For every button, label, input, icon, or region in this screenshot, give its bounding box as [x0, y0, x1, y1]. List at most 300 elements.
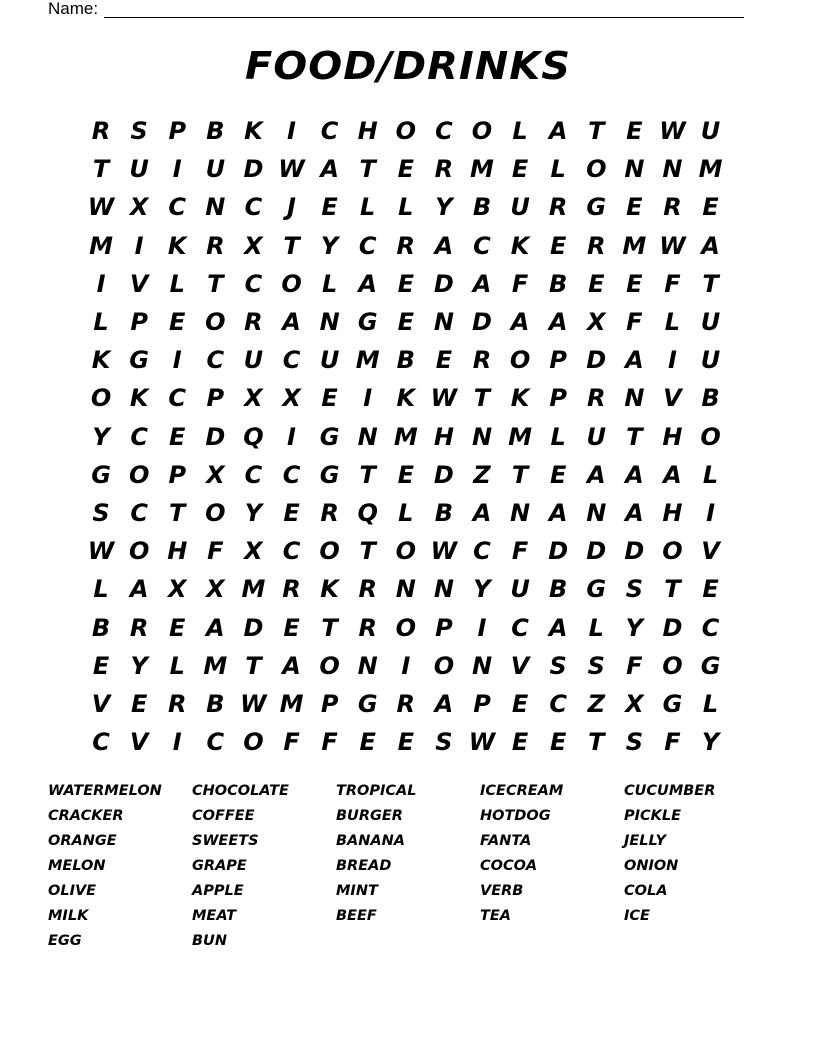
grid-cell[interactable]: O	[281, 269, 302, 298]
grid-cell[interactable]: N	[433, 575, 454, 604]
grid-cell[interactable]: T	[359, 155, 376, 184]
grid-cell[interactable]: O	[128, 460, 150, 489]
grid-cell[interactable]: A	[548, 117, 568, 146]
grid-cell[interactable]: A	[548, 613, 568, 642]
grid-cell[interactable]: U	[319, 346, 340, 375]
grid-cell[interactable]: B	[91, 613, 111, 642]
grid-cell[interactable]: B	[549, 575, 568, 604]
grid-cell[interactable]: Y	[625, 613, 644, 642]
grid-cell[interactable]: C	[282, 346, 301, 375]
grid-cell[interactable]: A	[472, 269, 492, 298]
grid-cell[interactable]: Y	[473, 575, 491, 604]
grid-cell[interactable]: L	[169, 269, 185, 298]
word-bank-item: BUN	[192, 933, 227, 949]
grid-cell[interactable]: C	[473, 231, 491, 260]
grid-cell[interactable]: C	[244, 269, 263, 298]
grid-cell[interactable]: U	[129, 155, 149, 184]
grid-cell[interactable]: M	[698, 155, 723, 184]
grid-cell[interactable]: W	[278, 155, 305, 184]
grid-cell[interactable]: I	[96, 269, 106, 298]
grid-cell[interactable]: K	[167, 231, 187, 260]
grid-cell[interactable]: C	[282, 460, 301, 489]
grid-cell[interactable]: I	[172, 346, 182, 375]
word-bank-item: COLA	[624, 883, 668, 899]
grid-cell[interactable]: X	[206, 575, 225, 604]
grid-cell[interactable]: C	[168, 384, 187, 413]
grid-cell[interactable]: E	[588, 269, 605, 298]
grid-cell[interactable]: R	[282, 575, 301, 604]
grid-cell[interactable]: O	[700, 422, 721, 451]
grid-cell[interactable]: P	[206, 384, 225, 413]
grid-cell[interactable]: R	[129, 613, 149, 642]
grid-cell[interactable]: I	[667, 346, 677, 375]
grid-cell[interactable]: S	[435, 728, 453, 757]
grid-cell[interactable]: E	[169, 308, 186, 337]
grid-cell[interactable]: E	[359, 728, 376, 757]
grid-cell[interactable]: E	[549, 460, 567, 489]
grid-cell[interactable]: P	[168, 117, 187, 146]
grid-cell[interactable]: K	[510, 384, 530, 413]
grid-cell[interactable]: T	[92, 155, 110, 184]
letter-grid	[82, 112, 730, 761]
grid-cell[interactable]: N	[471, 422, 493, 451]
grid-cell[interactable]: A	[206, 613, 225, 642]
grid-cell[interactable]: L	[398, 498, 414, 527]
grid-cell[interactable]: E	[130, 689, 148, 718]
grid-cell[interactable]: D	[433, 269, 454, 298]
grid-cell[interactable]: U	[700, 346, 721, 375]
grid-cell[interactable]: U	[243, 346, 264, 375]
grid-cell[interactable]: E	[92, 651, 110, 680]
grid-cell[interactable]: D	[624, 537, 645, 566]
grid-cell[interactable]: W	[240, 689, 267, 718]
grid-cell[interactable]: G	[357, 308, 378, 337]
grid-cell[interactable]: I	[477, 613, 487, 642]
grid-cell[interactable]: E	[397, 155, 414, 184]
grid-cell[interactable]: X	[244, 384, 263, 413]
grid-cell[interactable]: H	[662, 498, 683, 527]
grid-cell[interactable]: P	[435, 613, 453, 642]
grid-cell[interactable]: S	[587, 651, 605, 680]
grid-cell[interactable]: A	[548, 308, 568, 337]
grid-cell[interactable]: E	[397, 460, 414, 489]
grid-cell[interactable]: F	[511, 269, 529, 298]
grid-cell[interactable]: I	[172, 728, 182, 757]
grid-cell[interactable]: R	[320, 498, 339, 527]
grid-cell[interactable]: D	[586, 346, 607, 375]
grid-cell[interactable]: L	[398, 193, 414, 222]
grid-cell[interactable]: Q	[357, 498, 378, 527]
grid-cell[interactable]: N	[510, 498, 531, 527]
grid-cell[interactable]: R	[396, 689, 416, 718]
grid-cell[interactable]: X	[282, 384, 301, 413]
grid-cell[interactable]: N	[624, 155, 645, 184]
grid-cell[interactable]: T	[245, 651, 262, 680]
grid-cell[interactable]: R	[472, 346, 492, 375]
grid-cell[interactable]: W	[430, 537, 458, 566]
grid-cell[interactable]: O	[662, 537, 683, 566]
grid-cell[interactable]: L	[550, 422, 566, 451]
grid-cell[interactable]: F	[511, 537, 529, 566]
grid-cell[interactable]: C	[320, 117, 339, 146]
grid-cell[interactable]: A	[701, 231, 720, 260]
grid-cell[interactable]: K	[510, 231, 530, 260]
grid-cell[interactable]: P	[320, 689, 339, 718]
grid-cell[interactable]: L	[702, 460, 719, 489]
word-bank-item: TROPICAL	[336, 783, 417, 799]
grid-cell[interactable]: E	[283, 613, 300, 642]
grid-cell[interactable]: Z	[587, 689, 605, 718]
grid-cell[interactable]: M	[470, 155, 494, 184]
grid-cell[interactable]: C	[130, 422, 148, 451]
grid-cell[interactable]: E	[169, 422, 186, 451]
grid-cell[interactable]: P	[473, 689, 491, 718]
grid-cell[interactable]: G	[662, 689, 683, 718]
grid-cell[interactable]: R	[167, 689, 187, 718]
grid-cell[interactable]: E	[397, 728, 414, 757]
grid-cell[interactable]: R	[358, 575, 377, 604]
grid-cell[interactable]: O	[395, 117, 416, 146]
grid-cell[interactable]: V	[129, 269, 149, 298]
grid-cell[interactable]: G	[319, 422, 340, 451]
grid-cell[interactable]: U	[700, 117, 721, 146]
grid-cell[interactable]: W	[430, 384, 458, 413]
grid-cell[interactable]: V	[663, 384, 682, 413]
grid-cell[interactable]: E	[169, 613, 186, 642]
grid-cell[interactable]: P	[168, 460, 187, 489]
grid-cell[interactable]: C	[282, 537, 301, 566]
grid-cell[interactable]: B	[701, 384, 720, 413]
grid-cell[interactable]: Y	[92, 422, 110, 451]
grid-cell[interactable]: U	[205, 155, 226, 184]
grid-cell[interactable]: L	[169, 651, 185, 680]
grid-cell[interactable]: U	[700, 308, 721, 337]
grid-cell[interactable]: G	[700, 651, 721, 680]
grid-cell[interactable]: H	[357, 117, 378, 146]
grid-cell[interactable]: E	[511, 728, 529, 757]
grid-cell[interactable]: C	[549, 689, 567, 718]
grid-cell[interactable]: L	[550, 155, 566, 184]
grid-cell[interactable]: R	[663, 193, 682, 222]
grid-cell[interactable]: C	[206, 728, 225, 757]
grid-cell[interactable]: E	[549, 728, 567, 757]
grid-cell[interactable]: T	[664, 575, 681, 604]
grid-cell[interactable]: C	[92, 728, 110, 757]
grid-cell[interactable]: M	[355, 346, 380, 375]
grid-cell[interactable]: W	[468, 728, 496, 757]
grid-cell[interactable]: S	[92, 498, 110, 527]
grid-cell[interactable]: M	[203, 651, 228, 680]
grid-cell[interactable]: U	[510, 193, 530, 222]
grid-cell[interactable]: O	[509, 346, 531, 375]
word-bank-item: PICKLE	[624, 808, 682, 824]
grid-cell[interactable]: H	[433, 422, 454, 451]
grid-cell[interactable]: A	[129, 575, 149, 604]
grid-cell[interactable]: M	[622, 231, 647, 260]
word-bank-item: CRACKER	[48, 808, 124, 824]
grid-cell[interactable]: C	[244, 460, 263, 489]
grid-cell[interactable]: L	[93, 575, 109, 604]
grid-row	[82, 456, 730, 494]
grid-cell[interactable]: T	[626, 422, 643, 451]
grid-cell[interactable]: E	[702, 193, 719, 222]
grid-cell[interactable]: X	[625, 689, 644, 718]
grid-cell[interactable]: O	[662, 651, 683, 680]
grid-cell[interactable]: E	[549, 231, 567, 260]
grid-cell[interactable]: V	[129, 728, 149, 757]
grid-cell[interactable]: Y	[435, 193, 453, 222]
grid-cell[interactable]: O	[243, 728, 264, 757]
grid-cell[interactable]: E	[626, 269, 643, 298]
grid-cell[interactable]: Y	[320, 231, 339, 260]
grid-cell[interactable]: N	[205, 193, 226, 222]
grid-cell[interactable]: X	[587, 308, 606, 337]
grid-cell[interactable]: C	[206, 346, 225, 375]
grid-cell[interactable]: W	[87, 537, 115, 566]
grid-cell[interactable]: T	[359, 537, 376, 566]
grid-cell[interactable]: S	[625, 728, 643, 757]
grid-cell[interactable]: L	[512, 117, 528, 146]
grid-cell[interactable]: N	[586, 498, 607, 527]
grid-cell[interactable]: S	[625, 575, 643, 604]
grid-cell[interactable]: N	[433, 308, 454, 337]
grid-cell[interactable]: N	[471, 651, 493, 680]
grid-cell[interactable]: F	[664, 728, 681, 757]
grid-cell[interactable]: A	[320, 155, 339, 184]
name-blank-line[interactable]	[104, 2, 744, 18]
grid-cell[interactable]: W	[659, 231, 686, 260]
grid-cell[interactable]: A	[282, 308, 301, 337]
grid-cell[interactable]: D	[243, 613, 264, 642]
grid-cell[interactable]: P	[549, 346, 567, 375]
grid-cell[interactable]: A	[472, 498, 492, 527]
grid-cell[interactable]: A	[358, 269, 377, 298]
grid-cell[interactable]: X	[244, 537, 263, 566]
grid-cell[interactable]: N	[319, 308, 340, 337]
grid-cell[interactable]: I	[401, 651, 411, 680]
grid-cell[interactable]: H	[167, 537, 188, 566]
grid-cell[interactable]: C	[435, 117, 453, 146]
grid-cell[interactable]: C	[244, 193, 263, 222]
grid-cell[interactable]: U	[586, 422, 607, 451]
grid-cell[interactable]: H	[662, 422, 683, 451]
grid-cell[interactable]: E	[511, 689, 529, 718]
grid-cell[interactable]: N	[662, 155, 683, 184]
grid-cell[interactable]: T	[588, 728, 605, 757]
grid-cell[interactable]: F	[626, 651, 643, 680]
word-bank-item: BEEF	[336, 908, 377, 924]
grid-cell[interactable]: G	[129, 346, 149, 375]
grid-cell[interactable]: E	[321, 193, 338, 222]
grid-cell[interactable]: C	[168, 193, 187, 222]
grid-cell[interactable]: T	[702, 269, 719, 298]
grid-cell[interactable]: K	[396, 384, 416, 413]
grid-cell[interactable]: A	[510, 308, 530, 337]
grid-cell[interactable]: C	[358, 231, 377, 260]
grid-cell[interactable]: O	[205, 498, 226, 527]
grid-cell[interactable]: A	[625, 346, 644, 375]
grid-cell[interactable]: X	[167, 575, 187, 604]
grid-cell[interactable]: Q	[243, 422, 264, 451]
grid-cell[interactable]: A	[434, 231, 454, 260]
grid-cell[interactable]: G	[91, 460, 111, 489]
grid-cell[interactable]: N	[357, 422, 378, 451]
grid-cell[interactable]: A	[586, 460, 606, 489]
grid-cell[interactable]: O	[319, 537, 340, 566]
grid-cell[interactable]: M	[393, 422, 418, 451]
grid-cell[interactable]: O	[395, 537, 416, 566]
grid-cell[interactable]: F	[626, 308, 643, 337]
grid-cell[interactable]: O	[586, 155, 607, 184]
grid-cell[interactable]: N	[624, 384, 645, 413]
grid-cell[interactable]: D	[243, 155, 264, 184]
grid-cell[interactable]: L	[588, 613, 604, 642]
grid-cell[interactable]: E	[397, 308, 414, 337]
grid-cell[interactable]: I	[287, 117, 296, 146]
grid-cell[interactable]: F	[207, 537, 224, 566]
grid-cell[interactable]: T	[588, 117, 605, 146]
grid-cell[interactable]: O	[319, 651, 340, 680]
grid-cell[interactable]: D	[205, 422, 226, 451]
grid-cell[interactable]: K	[91, 346, 111, 375]
grid-cell[interactable]: A	[434, 689, 454, 718]
grid-cell[interactable]: L	[93, 308, 109, 337]
grid-cell[interactable]: D	[548, 537, 569, 566]
grid-cell[interactable]: C	[473, 537, 491, 566]
grid-cell[interactable]: A	[548, 498, 568, 527]
grid-cell[interactable]: F	[321, 728, 338, 757]
grid-cell[interactable]: L	[664, 308, 681, 337]
grid-cell[interactable]: B	[434, 498, 454, 527]
grid-cell[interactable]: C	[130, 498, 148, 527]
grid-cell[interactable]: E	[435, 346, 453, 375]
grid-cell[interactable]: K	[244, 117, 263, 146]
grid-cell[interactable]: O	[90, 384, 112, 413]
grid-cell[interactable]: X	[206, 460, 225, 489]
grid-cell[interactable]: C	[701, 613, 720, 642]
grid-cell[interactable]: X	[129, 193, 149, 222]
grid-cell[interactable]: W	[87, 193, 115, 222]
grid-cell[interactable]: J	[287, 193, 296, 222]
grid-cell[interactable]: V	[91, 689, 111, 718]
grid-cell[interactable]: F	[664, 269, 681, 298]
grid-cell[interactable]: R	[91, 117, 111, 146]
grid-cell[interactable]: T	[169, 498, 186, 527]
grid-cell[interactable]: L	[321, 269, 338, 298]
grid-cell[interactable]: R	[587, 384, 606, 413]
grid-cell[interactable]: M	[89, 231, 113, 260]
grid-cell[interactable]: G	[357, 689, 378, 718]
grid-cell[interactable]: Y	[130, 651, 148, 680]
grid-cell[interactable]: D	[472, 308, 492, 337]
grid-cell[interactable]: A	[282, 651, 301, 680]
grid-cell[interactable]: V	[701, 537, 720, 566]
grid-cell[interactable]: M	[241, 575, 266, 604]
grid-cell[interactable]: M	[508, 422, 533, 451]
grid-cell[interactable]: O	[433, 651, 455, 680]
grid-cell[interactable]: R	[548, 193, 568, 222]
grid-cell[interactable]: B	[206, 689, 225, 718]
grid-cell[interactable]: C	[511, 613, 529, 642]
grid-cell[interactable]: E	[511, 155, 529, 184]
grid-cell[interactable]: G	[586, 193, 607, 222]
grid-cell[interactable]: E	[397, 269, 414, 298]
grid-cell[interactable]: B	[396, 346, 415, 375]
grid-cell[interactable]: N	[395, 575, 416, 604]
grid-cell[interactable]: L	[702, 689, 719, 718]
grid-cell[interactable]: B	[206, 117, 225, 146]
grid-cell[interactable]: X	[244, 231, 263, 260]
grid-cell[interactable]: T	[207, 269, 224, 298]
grid-cell[interactable]: I	[172, 155, 182, 184]
grid-cell[interactable]: A	[625, 460, 644, 489]
grid-cell[interactable]: V	[510, 651, 530, 680]
grid-cell[interactable]: L	[360, 193, 376, 222]
grid-cell[interactable]: R	[434, 155, 454, 184]
grid-cell[interactable]: D	[662, 613, 683, 642]
grid-cell[interactable]: S	[130, 117, 148, 146]
grid-cell[interactable]: K	[129, 384, 149, 413]
grid-cell[interactable]: O	[395, 613, 416, 642]
grid-cell[interactable]: P	[130, 308, 148, 337]
grid-cell[interactable]: E	[626, 193, 643, 222]
grid-cell[interactable]: R	[206, 231, 225, 260]
grid-cell[interactable]: Y	[244, 498, 263, 527]
grid-cell[interactable]: K	[320, 575, 339, 604]
grid-cell[interactable]: P	[549, 384, 567, 413]
grid-row	[82, 265, 730, 303]
grid-cell[interactable]: T	[283, 231, 300, 260]
grid-cell[interactable]: T	[511, 460, 529, 489]
grid-cell[interactable]: T	[473, 384, 491, 413]
grid-cell[interactable]: R	[244, 308, 263, 337]
grid-cell[interactable]: W	[659, 117, 686, 146]
grid-cell[interactable]: Y	[701, 728, 720, 757]
grid-cell[interactable]: A	[625, 498, 644, 527]
grid-cell[interactable]: T	[359, 460, 376, 489]
grid-cell[interactable]: E	[702, 575, 719, 604]
grid-cell[interactable]: A	[663, 460, 682, 489]
grid-cell[interactable]: I	[134, 231, 144, 260]
grid-cell[interactable]: R	[358, 613, 377, 642]
grid-cell[interactable]: R	[587, 231, 606, 260]
grid-cell[interactable]: E	[321, 384, 338, 413]
grid-cell[interactable]: G	[586, 575, 607, 604]
grid-cell[interactable]: O	[128, 537, 150, 566]
grid-cell[interactable]: R	[396, 231, 416, 260]
grid-cell[interactable]: G	[319, 460, 340, 489]
grid-cell[interactable]: B	[549, 269, 568, 298]
grid-cell[interactable]: F	[283, 728, 300, 757]
grid-cell[interactable]: N	[357, 651, 378, 680]
grid-cell[interactable]: E	[626, 117, 643, 146]
grid-cell[interactable]: O	[205, 308, 226, 337]
grid-cell[interactable]: T	[321, 613, 338, 642]
grid-cell[interactable]: I	[287, 422, 296, 451]
grid-cell[interactable]: D	[433, 460, 454, 489]
grid-cell[interactable]: S	[549, 651, 567, 680]
grid-cell[interactable]: B	[472, 193, 492, 222]
grid-cell[interactable]: I	[363, 384, 373, 413]
grid-cell[interactable]: O	[471, 117, 493, 146]
grid-cell[interactable]: M	[279, 689, 304, 718]
grid-cell[interactable]: E	[283, 498, 300, 527]
grid-cell[interactable]: Z	[473, 460, 491, 489]
grid-cell[interactable]: I	[706, 498, 716, 527]
grid-cell[interactable]: U	[510, 575, 530, 604]
grid-cell[interactable]: D	[586, 537, 607, 566]
grid-row	[82, 150, 730, 188]
